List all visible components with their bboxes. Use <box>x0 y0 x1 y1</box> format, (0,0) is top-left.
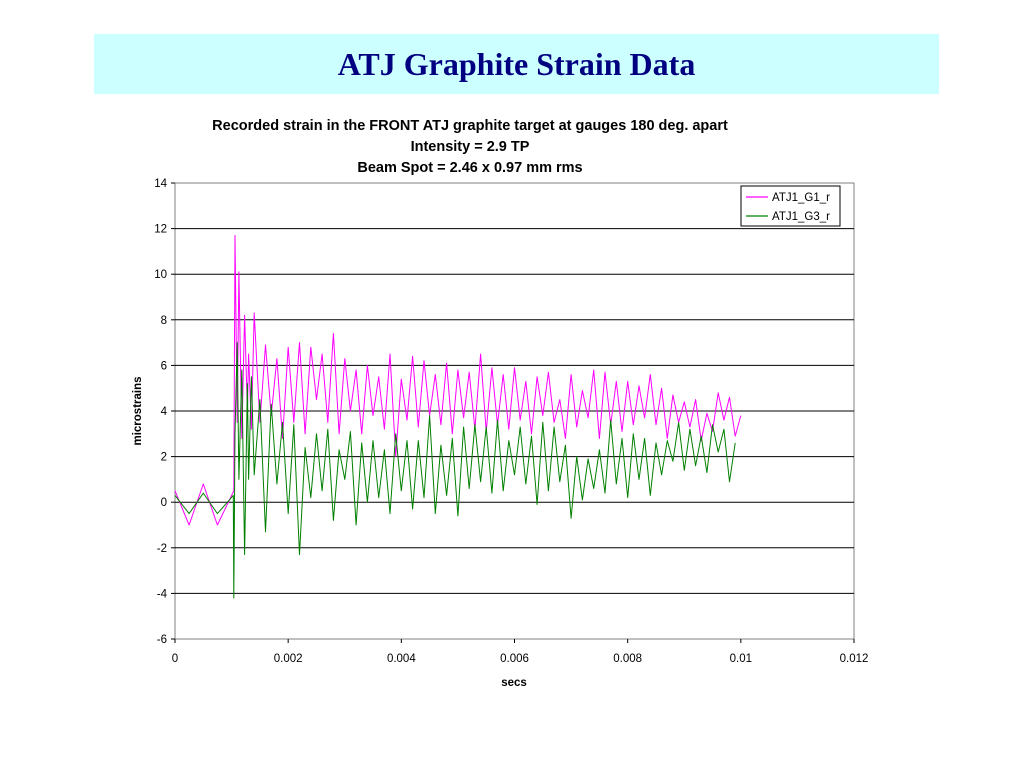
x-tick-label: 0.012 <box>839 653 869 665</box>
y-tick-label: -2 <box>156 542 167 555</box>
y-axis-title: microstrains <box>132 376 144 446</box>
slide-title: ATJ Graphite Strain Data <box>337 45 696 82</box>
y-tick-label: 8 <box>160 314 167 327</box>
y-tick-label: 12 <box>154 223 167 236</box>
x-tick-label: 0.002 <box>273 653 303 665</box>
y-tick-label: 10 <box>154 269 167 282</box>
y-tick-label: 14 <box>154 178 167 190</box>
x-tick-label: 0.01 <box>729 653 753 665</box>
y-tick-label: 4 <box>160 406 167 418</box>
chart-title-line-1: Recorded strain in the FRONT ATJ graphite target at gauges 180 deg. apart <box>212 118 728 134</box>
x-tick-label: 0.006 <box>500 653 529 665</box>
y-tick-label: -4 <box>156 588 167 601</box>
legend-label-atj1-g3-r: ATJ1_G3_r <box>772 211 830 223</box>
x-tick-label: 0 <box>171 653 179 665</box>
y-tick-label: -6 <box>156 634 167 646</box>
legend-label-atj1-g1-r: ATJ1_G1_r <box>772 192 830 204</box>
x-tick-label: 0.008 <box>613 653 643 665</box>
x-axis-ticks <box>172 639 869 665</box>
y-axis-ticks <box>154 178 175 646</box>
y-tick-label: 0 <box>160 497 167 510</box>
chart-title-line-3: Beam Spot = 2.46 x 0.97 mm rms <box>357 160 583 176</box>
y-tick-label: 6 <box>160 360 167 373</box>
legend <box>741 186 840 226</box>
y-tick-label: 2 <box>160 451 167 464</box>
x-axis-title: secs <box>501 677 527 689</box>
chart-title-line-2: Intensity = 2.9 TP <box>410 139 530 155</box>
x-tick-label: 0.004 <box>386 653 416 665</box>
